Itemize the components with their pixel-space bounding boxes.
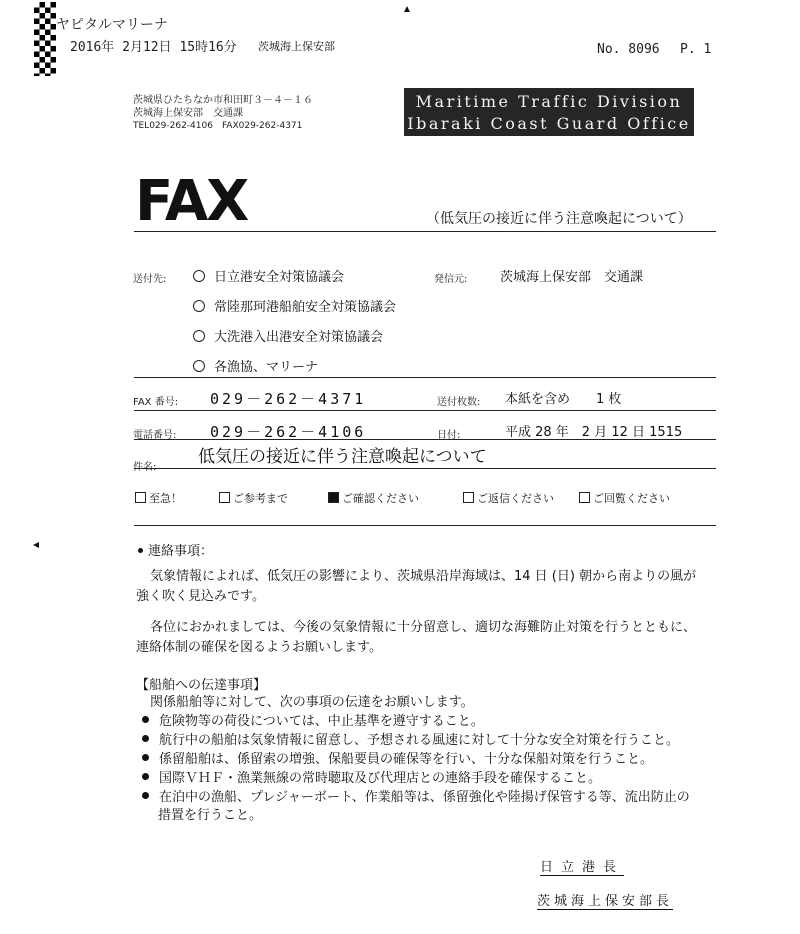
- circle-icon: [193, 270, 205, 282]
- recipient-item: 日立港安全対策協議会: [193, 266, 344, 285]
- sender-name: ヤピタルマリーナ: [56, 17, 168, 33]
- checkbox-reply[interactable]: ご返信ください: [463, 490, 554, 506]
- ship-notice-item-continuation: 措置を行うこと。: [158, 808, 263, 823]
- checkbox-icon: [135, 492, 146, 503]
- bullet-icon: [142, 773, 149, 780]
- page-count-label: 送付枚数:: [437, 397, 481, 408]
- checkbox-circulate[interactable]: ご回覧ください: [579, 490, 670, 506]
- bullet-icon: [142, 792, 149, 799]
- triangle-marker-icon: [33, 542, 39, 548]
- recipient-item: 各漁協、マリーナ: [193, 356, 318, 375]
- subject-value: 低気圧の接近に伴う注意喚起について: [198, 447, 487, 467]
- address-line-3: TEL029-262-4106 FAX029-262-4371: [133, 121, 303, 131]
- checkbox-icon: [463, 492, 474, 503]
- divider: [134, 377, 716, 378]
- ship-notice-item: 係留船舶は、係留索の増強、保船要員の確保等を行い、十分な保船対策を行うこと。: [142, 750, 653, 769]
- page-count-value: 本紙を含め 1 枚: [505, 392, 622, 407]
- division-banner: [404, 88, 694, 136]
- checkbox-icon: [219, 492, 230, 503]
- fax-number-label: FAX 番号:: [133, 397, 179, 408]
- contact-heading: 連絡事項：: [138, 540, 213, 559]
- bullet-icon: [142, 754, 149, 761]
- subject-label: 件名:: [133, 462, 157, 473]
- date-label: 日付:: [437, 430, 461, 441]
- page-number: P. 1: [680, 42, 712, 57]
- divider: [134, 410, 716, 411]
- contact-para1-line2: 強く吹く見込みです。: [136, 589, 265, 604]
- bullet-icon: [142, 735, 149, 742]
- checkbox-checked-icon: [328, 492, 339, 503]
- circle-icon: [193, 330, 205, 342]
- contact-para2-line1: 各位におかれましては、今後の気象情報に十分留意し、適切な海難防止対策を行うとともに、: [150, 620, 697, 635]
- divider: [134, 468, 716, 469]
- address-line-2: 茨城海上保安部 交通課: [133, 108, 243, 119]
- ship-notice-item: 航行中の船舶は気象情報に留意し、予想される風速に対して十分な安全対策を行うこと。: [142, 731, 679, 750]
- bullet-icon: [142, 716, 149, 723]
- doc-number: No. 8096: [597, 42, 660, 57]
- checkbox-confirm[interactable]: ご確認ください: [328, 490, 419, 506]
- divider: [134, 231, 716, 232]
- ship-notice-heading: 【船舶への伝達事項】: [136, 678, 267, 693]
- circle-icon: [193, 360, 205, 372]
- date-value: 平成 28 年 2 月 12 日 1515: [505, 425, 683, 440]
- checkbox-urgent[interactable]: 至急！: [135, 490, 182, 506]
- bullet-icon: [138, 548, 143, 553]
- divider: [134, 439, 716, 440]
- signature-hitachi-port: 日立港長: [540, 860, 625, 875]
- address-line-1: 茨城県ひたちなか市和田町３－４－１６: [133, 95, 313, 106]
- circle-icon: [193, 300, 205, 312]
- contact-para1-line1: 気象情報によれば、低気圧の影響により、茨城県沿岸海域は、14 日 (日) 朝から南よりの風が: [150, 569, 697, 584]
- fax-number-value: 029－262－4371: [210, 390, 367, 408]
- sender-office: 茨城海上保安部: [258, 40, 335, 53]
- contact-para2-line2: 連絡体制の確保を図るようお願いします。: [136, 640, 382, 655]
- recipient-item: 大洗港入出港安全対策協議会: [193, 326, 383, 345]
- timestamp: 2016年 2月12日 15時16分: [70, 40, 237, 55]
- checkbox-icon: [579, 492, 590, 503]
- banner-line-2: Ibaraki Coast Guard Office: [407, 114, 691, 133]
- recipients-label: 送付先:: [133, 274, 167, 285]
- ship-notice-item: 在泊中の漁船、プレジャーボート、作業船等は、係留強化や陸揚げ保管する等、流出防止の: [142, 788, 690, 807]
- ship-notice-item: 危険物等の荷役については、中止基準を遵守すること。: [142, 712, 484, 731]
- recipient-item: 常陸那珂港船舶安全対策協議会: [193, 296, 396, 315]
- checker-pattern: [34, 2, 56, 76]
- ship-notice-item: 国際ＶＨＦ・漁業無線の常時聴取及び代理店との連絡手段を確保すること。: [142, 769, 601, 788]
- subject-header: （低気圧の接近に伴う注意喚起について）: [426, 211, 692, 227]
- phone-number-value: 029－262－4106: [210, 423, 367, 441]
- signature-coast-guard-chief: 茨城海上保安部長: [537, 894, 674, 909]
- checkbox-reference[interactable]: ご参考まで: [219, 490, 288, 506]
- sender-label: 発信元:: [434, 274, 468, 285]
- banner-line-1: Maritime Traffic Division: [415, 92, 683, 111]
- phone-number-label: 電話番号:: [133, 430, 177, 441]
- triangle-marker-icon: [404, 6, 410, 12]
- sender-value: 茨城海上保安部 交通課: [500, 270, 644, 285]
- divider: [134, 525, 716, 526]
- ship-notice-intro: 関係船舶等に対して、次の事項の伝達をお願いします。: [150, 695, 474, 710]
- fax-title: FAX: [135, 169, 248, 234]
